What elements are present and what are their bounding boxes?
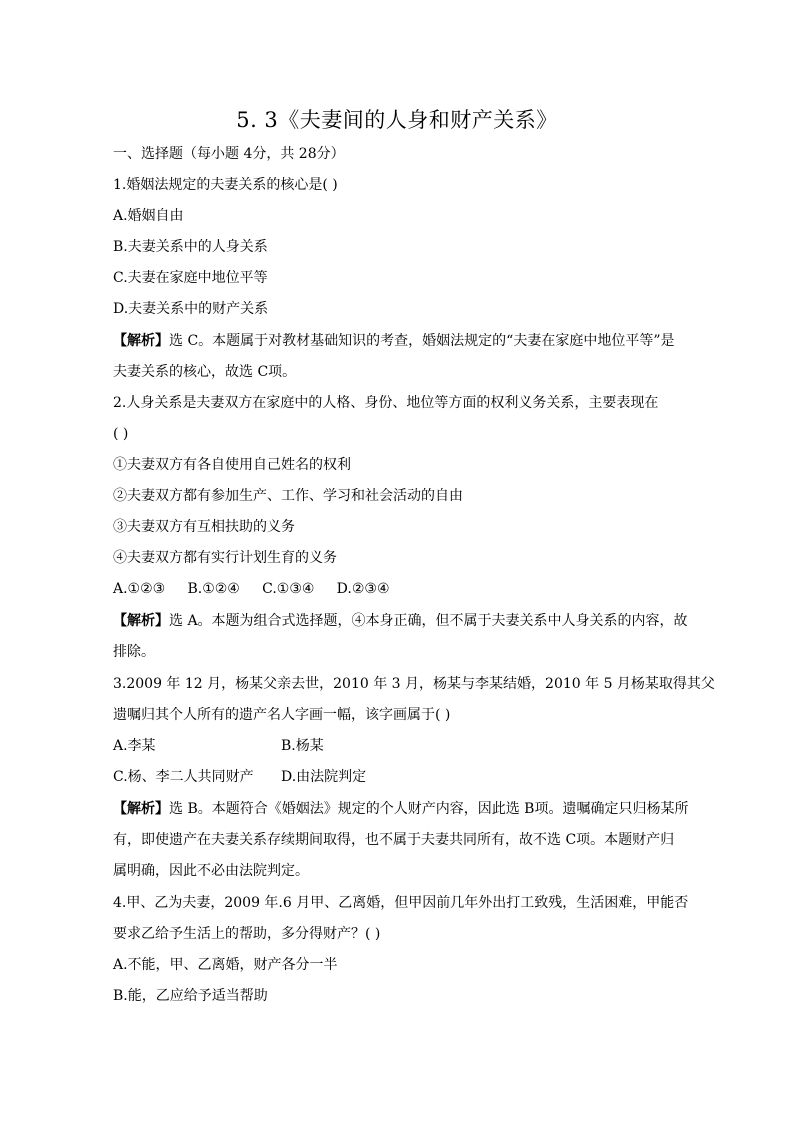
q3-analysis-text-1: 选 B。本题符合《婚姻法》规定的个人财产内容，因此选 B项。遗嘱确定只归杨某所 [169, 801, 689, 817]
q1-analysis [113, 332, 693, 350]
q2-item-1: ①夫妻双方有各自使用自己姓名的权利 [113, 457, 351, 473]
q2-analysis-text-2: 排除。 [113, 644, 155, 660]
section-heading: 一、选择题（每小题 4分，共 28分） [113, 146, 345, 162]
q2-item-2: ②夫妻双方都有参加生产、工作、学习和社会活动的自由 [113, 488, 463, 504]
analysis-tag: 【解析】 [113, 613, 169, 629]
q4-option-b: B.能，乙应给予适当帮助 [113, 988, 268, 1004]
q2-item-4: ④夫妻双方都有实行计划生育的义务 [113, 550, 337, 566]
q3-option-d: D.由法院判定 [281, 769, 367, 785]
q1-option-b: B.夫妻关系中的人身关系 [113, 239, 268, 255]
q1-option-d: D.夫妻关系中的财产关系 [113, 301, 269, 317]
q1-option-a: A.婚姻自由 [113, 208, 184, 224]
analysis-tag: 【解析】 [113, 801, 169, 817]
q2-analysis-text-1: 选 A。本题为组合式选择题，④本身正确，但不属于夫妻关系中人身关系的内容，故 [169, 613, 688, 629]
q4-stem-2: 要求乙给予生活上的帮助，多分得财产？( ) [113, 926, 381, 942]
q2-analysis [113, 612, 693, 630]
q3-stem-1: 3.2009 年 12 月，杨某父亲去世，2010 年 3 月，杨某与李某结婚，2010 年 5 月杨某取得其父 [113, 676, 715, 692]
q3-stem-2: 遗嘱归其个人所有的遗产名人字画一幅，该字画属于( ) [113, 707, 451, 723]
analysis-tag: 【解析】 [113, 333, 169, 349]
q2-stem-1: 2.人身关系是夫妻双方在家庭中的人格、身份、地位等方面的权利义务关系，主要表现在 [113, 395, 659, 411]
q3-analysis-text-3: 属明确，因此不必由法院判定。 [113, 863, 309, 879]
q3-analysis-text-2: 有，即使遗产在夫妻关系存续期间取得，也不属于夫妻共同所有，故不选 C项。本题财产归 [113, 832, 675, 848]
page-title: 5. 3《夫妻间的人身和财产关系》 [236, 108, 558, 132]
q3-option-b: B.杨某 [281, 738, 324, 754]
q3-options-row-1 [113, 737, 693, 755]
q4-option-a: A.不能，甲、乙离婚，财产各分一半 [113, 957, 338, 973]
q3-analysis [113, 800, 693, 818]
q2-stem-2: ( ) [113, 426, 129, 442]
q1-option-c: C.夫妻在家庭中地位平等 [113, 270, 268, 286]
q1-analysis-text-1: 选 C。本题属于对教材基础知识的考查，婚姻法规定的“夫妻在家庭中地位平等”是 [169, 333, 675, 349]
q1-analysis-text-2: 夫妻关系的核心，故选 C项。 [113, 364, 297, 380]
q3-option-a: A.李某 [113, 738, 156, 754]
q4-stem-1: 4.甲、乙为夫妻，2009 年.6 月甲、乙离婚，但甲因前几年外出打工致残，生活困难，甲能否 [113, 895, 689, 911]
q2-item-3: ③夫妻双方有互相扶助的义务 [113, 519, 295, 535]
q2-options: A.①②③ B.①②④ C.①③④ D.②③④ [113, 581, 390, 597]
q3-options-row-2 [113, 768, 693, 786]
q3-option-c: C.杨、李二人共同财产 [113, 769, 254, 785]
q1-stem: 1.婚姻法规定的夫妻关系的核心是( ) [113, 177, 338, 193]
